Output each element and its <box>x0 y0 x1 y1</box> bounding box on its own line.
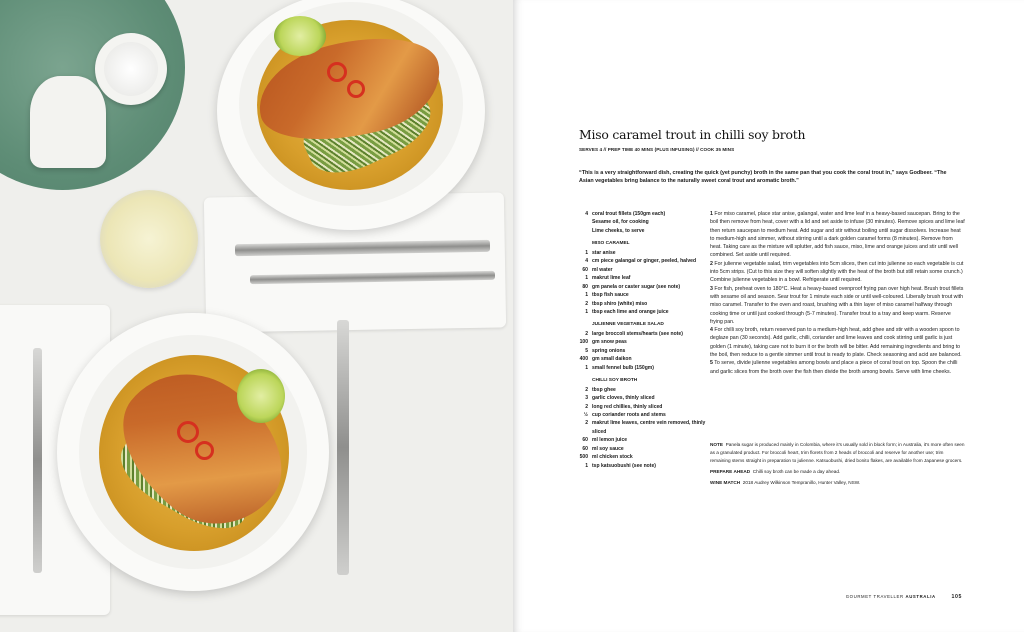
ingredient-item: ml soy sauce <box>592 445 624 452</box>
ingredient-item: makrut lime leaves, centre vein removed, thinly sliced <box>592 420 706 435</box>
ingredient-row <box>565 218 715 226</box>
ingredient-row <box>565 249 715 257</box>
wine-match-text: 2018 Audrey Wilkinson Tempranillo, Hunter Valley, NSW. <box>742 479 861 485</box>
ingredient-row <box>565 355 715 363</box>
ingredient-item: gm panela or caster sugar (see note) <box>592 283 681 290</box>
ingredient-qty: 2 <box>585 300 588 307</box>
method-step-text: For fish, preheat oven to 180°C. Heat a heavy-based ovenproof frying pan over high heat. Brush trout fillets with sesame oil and season. Sear trout for 1 minute each side or until well-coloured. Liberally brush trout with miso caramel. Transfer to the oven and roast, brushing with a thin layer of miso caramel halfway through cooking time or until just cooked through (5-7 minutes). Transfer trout to a tray and keep warm. Reserve frying pan. <box>710 285 964 325</box>
method-step-number: 3 <box>710 285 713 292</box>
ingredient-row <box>565 403 715 411</box>
knife-bottom <box>337 320 349 575</box>
method-step-number: 1 <box>710 211 713 217</box>
ingredient-item: cm piece galangal or ginger, peeled, halved <box>592 258 697 265</box>
prepare-ahead <box>710 468 965 476</box>
ingredient-row <box>565 386 715 394</box>
ingredient-qty: 400 <box>579 356 588 363</box>
magazine-brand <box>846 594 936 599</box>
ingredient-qty: 1 <box>585 308 588 315</box>
ingredient-item: tbsp fish sauce <box>592 292 629 299</box>
top-chilli-slice-2 <box>347 80 365 98</box>
recipe-page <box>513 0 1024 632</box>
bottom-chilli-slice <box>177 421 199 443</box>
wine-glass <box>100 190 198 288</box>
page-number: 105 <box>951 594 962 600</box>
ingredient-item: gm small daikon <box>592 356 632 363</box>
fork-bottom <box>33 348 42 573</box>
ingredient-row <box>565 308 715 316</box>
ingredient-row <box>565 453 715 461</box>
top-lime-cheek <box>274 16 326 56</box>
ingredient-item: makrut lime leaf <box>592 275 631 282</box>
method-step-text: For chilli soy broth, return reserved pan to a medium-high heat, add ghee and stir with a wooden spoon to deglaze pan (30 seconds). Add garlic, chilli, coriander and lime leaves and cook stirring until garlic is just golden (1 minute), taking care not to burn it or the broth will be bitter. Add remaining ingredients and bring to the boil, then reduce to a gentle simmer until trout is ready to plate. Check seasoning and acid are balanced. <box>710 327 962 359</box>
ingredient-qty: 2 <box>585 403 588 410</box>
ingredient-row <box>565 338 715 346</box>
method-step-number: 4 <box>710 327 713 334</box>
ingredient-row <box>565 266 715 274</box>
ingredient-row <box>565 291 715 299</box>
ingredient-qty: 4 <box>585 258 588 265</box>
ingredient-item: cup coriander roots and stems <box>592 411 666 418</box>
ingredient-row <box>565 394 715 402</box>
wine-match <box>710 479 965 487</box>
bottom-dinner-plate <box>57 313 329 591</box>
ingredient-qty <box>565 227 592 235</box>
ingredients-heading-salad: JULIENNE VEGETABLE SALAD <box>592 322 664 328</box>
wine-match-label: WINE MATCH <box>710 479 741 485</box>
ingredient-qty: ½ <box>583 411 588 418</box>
recipe-title: Miso caramel trout in chilli soy broth <box>579 127 806 142</box>
ingredient-item: garlic cloves, thinly sliced <box>592 395 655 402</box>
bottom-chilli-slice-2 <box>195 441 214 460</box>
ingredient-item: gm snow peas <box>592 339 627 346</box>
ingredient-item: long red chillies, thinly sliced <box>592 403 663 410</box>
ingredient-row <box>565 462 715 470</box>
method-step <box>710 285 965 326</box>
ingredient-row <box>565 364 715 372</box>
ingredient-row <box>565 300 715 308</box>
ingredient-qty: 60 <box>582 437 588 444</box>
method-step <box>710 326 965 359</box>
ingredient-qty: 2 <box>585 420 588 427</box>
ingredient-row <box>565 210 715 218</box>
method-step-number: 5 <box>710 360 713 367</box>
ingredient-qty: 1 <box>585 275 588 282</box>
note <box>710 441 965 465</box>
method-step-text: For julienne vegetable salad, trim vegetables into 5cm slices, then cut into julienne so each vegetable is cut into 5cm strips. (Cut to this size they will soften slightly with the heat of the broth but still retain some crunch.) Combine julienne vegetables in a bowl. Refrigerate until required. <box>710 260 964 284</box>
recipe-intro: “This is a very straightforward dish, creating the quick (yet punchy) broth in the same pan that you cook the coral trout in,” says Godbeer. “The Asian vegetables bring balance to the naturally sweet coral trout and aromatic broth.” <box>579 170 947 185</box>
ingredient-item: coral trout fillets (150gm each) <box>592 211 666 217</box>
ingredient-row <box>565 445 715 453</box>
ingredient-qty: 1 <box>585 249 588 256</box>
method-steps <box>710 210 965 376</box>
ingredient-item: ml water <box>592 266 613 273</box>
note-text: Panela sugar is produced mainly in Colombia, where it's usually sold in block form; in Australia, it's more often seen as a granulated product. For broccoli heart, trim florets from 2 heads of broccoli and reserve for another use; trim remaining stems straight in preparation to julienne. Katsuobushi, dried bonito flakes, are available from Japanese grocers. <box>710 442 965 463</box>
ingredient-row <box>565 283 715 291</box>
ingredient-qty: 4 <box>585 211 588 217</box>
brand-edition: AUSTRALIA <box>905 594 936 599</box>
ingredient-qty: 5 <box>585 347 588 354</box>
method-step-text: To serve, divide julienne vegetables among bowls and place a piece of coral trout on top. Spoon the chilli and garlic slices from the broth over the fish then divide the broth among bowls. Serve with lime cheeks. <box>710 360 958 375</box>
prepare-ahead-label: PREPARE AHEAD <box>710 468 751 474</box>
ingredients-heading-broth: CHILLI SOY BROTH <box>592 378 638 384</box>
ingredient-item: tsp katsuobushi (see note) <box>592 462 656 469</box>
ingredient-qty <box>565 218 592 226</box>
ingredient-qty: 80 <box>582 283 588 290</box>
ingredient-item: small fennel bulb (150gm) <box>592 364 654 371</box>
top-dinner-plate <box>217 0 485 230</box>
method-step <box>710 210 965 260</box>
ingredient-item: ml lemon juice <box>592 437 628 444</box>
ingredient-item: ml chicken stock <box>592 454 633 461</box>
note-label: NOTE <box>710 442 724 447</box>
ingredient-qty: 1 <box>585 462 588 469</box>
ingredient-item: tbsp ghee <box>592 386 616 393</box>
ingredient-qty: 1 <box>585 292 588 299</box>
salt-flakes <box>104 42 158 96</box>
ingredient-item: Lime cheeks, to serve <box>592 227 645 234</box>
ingredient-row <box>565 227 715 235</box>
ingredient-qty: 500 <box>579 454 588 461</box>
method-step <box>710 359 965 376</box>
ingredient-row <box>565 274 715 282</box>
prepare-ahead-text: Chilli soy broth can be made a day ahead. <box>752 468 841 474</box>
ingredient-qty: 60 <box>582 445 588 452</box>
ingredient-qty: 60 <box>582 266 588 273</box>
ingredient-item: tbsp each lime and orange juice <box>592 308 669 315</box>
recipe-notes <box>710 441 965 490</box>
ingredient-item: Sesame oil, for cooking <box>592 219 649 226</box>
page-footer <box>846 594 962 600</box>
bottom-lime-cheek <box>237 369 285 423</box>
ingredient-row <box>565 411 715 419</box>
ingredient-row <box>565 419 715 436</box>
ingredients-heading-miso: MISO CARAMEL <box>592 241 630 247</box>
method-step-text: For miso caramel, place star anise, galangal, water and lime leaf in a heavy-based saucepan. Bring to the boil then remove from heat, cover with a lid and set aside to infuse (30 minutes). Remove spices and lime leaf then return saucepan to medium heat. Add sugar and stir without boiling until sugar dissolves. Increase heat to medium-high and simmer, without stirring until a dark golden caramel forms (8 minutes). Remove from heat. Taking care as the mixture will splutter, add fish sauce, miso, lime and orange juices and stir until well combined. Set aside until required. <box>710 211 965 259</box>
brand-name: GOURMET TRAVELLER <box>845 594 904 599</box>
ingredient-row <box>565 257 715 265</box>
method-step-number: 2 <box>710 260 713 267</box>
ingredient-qty: 2 <box>585 330 588 337</box>
method-step <box>710 260 965 285</box>
ingredient-qty: 3 <box>585 395 588 402</box>
milk-jug <box>30 76 106 168</box>
ingredient-qty: 100 <box>579 339 588 346</box>
top-chilli-slice <box>327 62 347 82</box>
ingredient-item: spring onions <box>592 347 626 354</box>
ingredient-item: tbsp shiro (white) miso <box>592 300 648 307</box>
ingredient-row <box>565 330 715 338</box>
ingredient-qty: 2 <box>585 386 588 393</box>
ingredients-list <box>565 210 715 470</box>
recipe-meta: SERVES 4 // PREP TIME 40 MINS (PLUS INFUSING) // COOK 35 MINS <box>579 147 735 152</box>
ingredient-qty: 1 <box>585 364 588 371</box>
ingredient-item: star anise <box>592 249 616 256</box>
ingredient-row <box>565 347 715 355</box>
ingredient-item: large broccoli stems/hearts (see note) <box>592 330 683 337</box>
ingredient-row <box>565 436 715 444</box>
